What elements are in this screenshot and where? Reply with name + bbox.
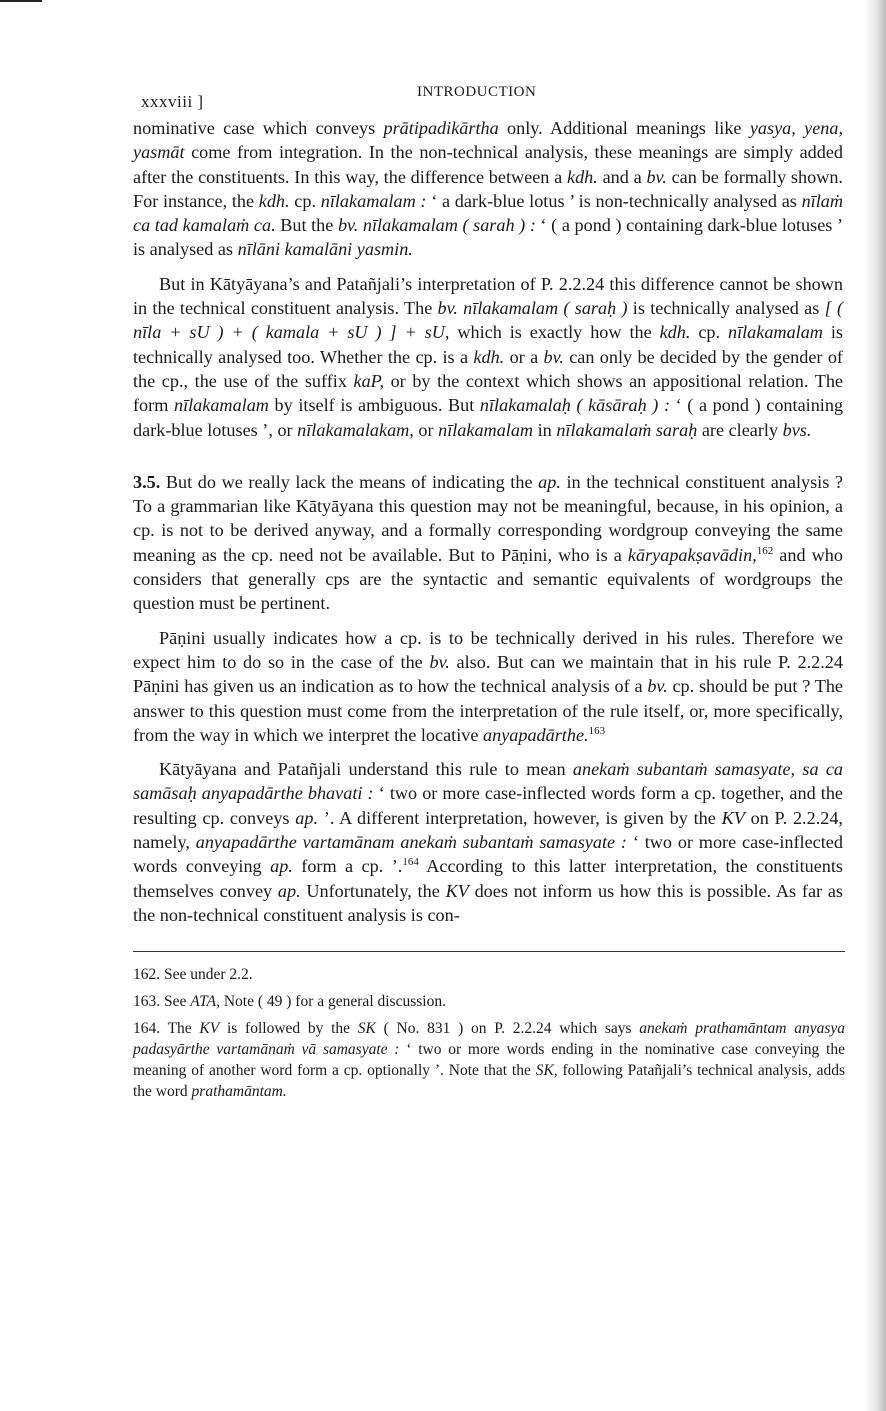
footnote-164 — [133, 1018, 845, 1102]
text-run: nominative case which conveys — [133, 118, 384, 138]
italic-term: ap. — [295, 807, 318, 828]
running-head: INTRODUCTION — [417, 84, 537, 100]
text-run: and a — [597, 166, 647, 187]
text-run: 163. See — [133, 993, 191, 1011]
text-run: But the — [275, 215, 338, 236]
text-run: on P. 2.2.24, namely, — [133, 807, 843, 853]
text-run: is technically analysed as — [627, 298, 825, 319]
italic-term: bv. — [647, 676, 668, 697]
italic-term: KV — [445, 880, 469, 901]
section-3-5-paragraph — [133, 470, 843, 616]
italic-term: kdh. — [567, 166, 598, 187]
text-run: ‘ a dark-blue lotus ’ is non-technically analysed as — [426, 190, 802, 211]
italic-term: nīlakamalam — [438, 419, 534, 440]
italic-term: SK — [357, 1020, 376, 1038]
italic-term: bvs. — [782, 419, 812, 440]
italic-term: kdh. — [258, 190, 290, 211]
text-run: ‘ ( a pond ) containing dark-blue lotuses ’ is analysed as — [133, 215, 844, 260]
italic-term: anyapadārthe. — [483, 724, 589, 745]
footnote-ref: 164 — [402, 856, 419, 869]
italic-term: bv. — [429, 651, 450, 672]
text-run: or by the context which shows an appositional relation. The form — [133, 370, 843, 416]
italic-term: yasya, yena, yasmāt — [133, 118, 843, 163]
footnote-ref: 162 — [756, 544, 774, 557]
italic-term: ap. — [270, 856, 293, 877]
text-run: following Patañjali’s technical analysis, adds the word — [133, 1062, 845, 1101]
italic-term: nīlakamalaḥ ( kāsāraḥ ) : — [479, 395, 671, 416]
italic-term: nīlakamalam — [173, 395, 269, 416]
italic-term: nīlaṁ ca tad kamalaṁ ca. — [133, 190, 843, 236]
italic-term: KV — [199, 1020, 220, 1038]
italic-term: ap. — [277, 880, 301, 901]
text-run: ’. A different interpretation, however, is given by the — [318, 807, 722, 828]
italic-term: nīlakamalam : — [320, 190, 427, 211]
text-run: can only be decided by the gender of the cp., the use of the suffix — [133, 346, 843, 391]
italic-term: nīlāni kamalāni yasmin. — [237, 239, 413, 260]
text-run: is followed by the — [219, 1020, 358, 1038]
text-run: in the technical constituent analysis ? To a grammarian like Kātyāyana this question may not be meaningful, because, in his opinion, a cp. is not to be derived anyway, and a formally corresponding wordgroup conveying the same meaning as the cp. need not be available. But to Pāṇini, who is a — [133, 471, 843, 565]
book-page — [133, 84, 843, 1108]
italic-term: [ ( nīla + sU ) + ( kamala + sU ) ] + sU, — [133, 298, 844, 343]
text-run: cp. should be put ? The answer to this question must come from the interpretation of the rule itself, or, more specifically, from the way in which we interpret the locative — [133, 676, 843, 745]
paragraph-1 — [133, 116, 843, 262]
text-run: which is exactly how the — [449, 322, 660, 343]
text-run: only. Additional meanings like — [498, 118, 750, 138]
italic-term: bv. — [543, 346, 564, 367]
text-run: But do we really lack the means of indicating the — [165, 471, 539, 492]
text-run: ‘ two or more case-inflected words form a cp. together, and the resulting cp. conveys — [133, 783, 843, 828]
text-run: 164. The — [133, 1020, 200, 1038]
text-run: According to this latter interpretation, the constituents themselves convey — [133, 856, 844, 901]
text-run: form a cp. ’. — [292, 856, 403, 877]
italic-term: anekaṁ prathamāntam anyasya padasyārthe vartamānaṁ vā samasyate : — [133, 1020, 845, 1059]
italic-term: nīlakamalam — [727, 322, 823, 343]
italic-term: anekaṁ subantaṁ samasyate, sa ca samāsaḥ anyapadārthe bhavati : — [133, 759, 844, 804]
text-run: or a — [504, 346, 544, 367]
italic-term: kdh. — [473, 346, 505, 367]
paragraph-5 — [133, 757, 843, 927]
text-run: is technically analysed too. Whether the cp. is a — [133, 322, 844, 367]
italic-term: kdh. — [659, 322, 691, 343]
paragraph-4 — [133, 626, 843, 747]
footnotes — [133, 951, 845, 1102]
italic-term: nīlakamalaṁ saraḥ — [556, 419, 698, 440]
text-run: ( No. 831 ) on P. 2.2.24 which says — [375, 1020, 640, 1038]
text-run: But in Kātyāyana’s and Patañjali’s interpretation of P. 2.2.24 this difference cannot be shown in the technical constituent analysis. The — [133, 273, 843, 319]
text-run: Kātyāyana and Patañjali understand this rule to mean — [159, 759, 573, 780]
text-run: and who considers that generally cps are the syntactic and semantic equivalents of wordgroups the question must be pertinent. — [133, 544, 843, 614]
page-header — [133, 84, 843, 116]
italic-term: kaP, — [353, 370, 384, 391]
text-run: by itself is ambiguous. But — [268, 395, 480, 416]
italic-term: prathamāntam. — [191, 1083, 287, 1101]
text-run: 162. See under 2.2. — [133, 966, 253, 984]
footnote-163 — [133, 991, 845, 1012]
text-run: Unfortunately, the — [300, 880, 446, 901]
italic-term: ap. — [538, 471, 561, 492]
italic-term: prātipadikārtha — [383, 118, 499, 138]
page-edge-shadow — [864, 0, 886, 1411]
italic-term: KV — [721, 807, 745, 828]
footnote-162 — [133, 964, 845, 985]
text-run: are clearly — [697, 419, 783, 440]
text-run: ‘ two or more case-inflected words conveying — [133, 832, 843, 877]
italic-term: anyapadārthe vartamānam anekaṁ subantaṁ samasyate : — [195, 832, 627, 853]
text-run: Pāṇini usually indicates how a cp. is to be technically derived in his rules. Therefore we expect him to do so in the case of the — [133, 627, 843, 672]
page-number: xxxviii ] — [141, 92, 204, 111]
text-run: Note ( 49 ) for a general discussion. — [219, 993, 446, 1011]
section-number: 3.5. — [133, 471, 161, 492]
text-run: in — [533, 419, 557, 440]
text-run: can be formally shown. For instance, the — [133, 166, 843, 211]
italic-term: bv. nīlakamalam ( saraḥ ) — [437, 298, 628, 319]
paragraph-2 — [133, 272, 843, 442]
text-run: does not inform us how this is possible. As far as the non-technical constituent analysis is con- — [133, 880, 843, 925]
text-run: cp. — [289, 190, 321, 211]
text-run: or — [413, 419, 439, 440]
text-run: also. But can we maintain that in his rule P. 2.2.24 Pāṇini has given us an indication as to how the technical analysis of a — [133, 651, 843, 697]
text-run: ‘ ( a pond ) containing dark-blue lotuses ’, or — [133, 395, 844, 440]
footnote-ref: 163 — [588, 724, 606, 737]
body-text — [133, 116, 843, 927]
italic-term: bv. — [646, 166, 667, 187]
text-run: cp. — [690, 322, 728, 343]
italic-term: SK, — [535, 1062, 558, 1080]
italic-term: bv. nīlakamalam ( sarah ) : — [337, 215, 536, 236]
italic-term: ATA, — [190, 993, 220, 1011]
italic-term: nīlakamalakam, — [297, 419, 414, 440]
text-run: ‘ two or more words ending in the nominative case conveying the meaning of another word form a cp. optionally ’. Note that the — [133, 1041, 845, 1080]
text-run: come from integration. In the non-technical analysis, these meanings are simply added after the constituents. In this way, the difference between a — [133, 142, 843, 187]
corner-mark — [0, 0, 42, 2]
italic-term: kāryapakṣavādin, — [627, 544, 757, 565]
